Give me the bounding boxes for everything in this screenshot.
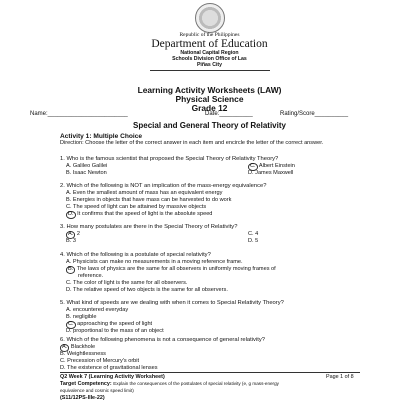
subject-title: Physical Science (175, 94, 244, 104)
answer-circle-icon: C. (68, 321, 74, 327)
q1-option-c[interactable]: C. Albert Einstein (250, 163, 295, 169)
footer-divider (60, 372, 360, 373)
q3-option-d[interactable]: D. 5 (248, 238, 259, 244)
q3-option-c[interactable]: C. 4 (248, 231, 259, 237)
answer-circle-icon: A. (62, 344, 68, 350)
header-divider (150, 70, 270, 71)
q4-option-d[interactable]: D. The relative speed of two objects is the same for all observers. (66, 287, 228, 293)
city-label: Piñas City (196, 62, 223, 68)
competency-label: Target Competency: (60, 381, 112, 387)
q2-option-a[interactable]: A. Even the smallest amount of mass has an equivalent energy (66, 190, 223, 196)
date-field[interactable]: Date:__________ (205, 111, 253, 117)
grade-title: Grade 12 (191, 103, 228, 113)
footer-page: Page 1 of 8 (326, 374, 354, 380)
q2-option-c[interactable]: C. The speed of light can be attained by massive objects (66, 204, 207, 210)
q6-option-c[interactable]: C. Precession of Mercury's orbit (60, 358, 140, 364)
deped-seal-icon (195, 3, 225, 33)
q1-option-b[interactable]: B. Isaac Newton (66, 170, 107, 176)
rating-field[interactable]: Rating/Score__________ (280, 111, 349, 117)
q3-option-b[interactable]: B. 3 (66, 238, 76, 244)
question-3: 3. How many postulates are there in the Special Theory of Relativity? (60, 224, 238, 230)
answer-circle-icon: D. (68, 211, 74, 217)
lesson-title: Special and General Theory of Relativity (133, 121, 286, 130)
footer-week: Q2 Week 7 (Learning Activity Worksheet) (60, 374, 165, 380)
department-title: Department of Education (151, 38, 268, 50)
question-5: 5. What kind of speeds are we dealing with when it comes to Special Relativity Theory? (60, 300, 284, 306)
q4-option-c[interactable]: C. The color of light is the same for all observers. (66, 280, 188, 286)
q5-option-c[interactable]: C. approaching the speed of light (68, 321, 153, 327)
division-label: Schools Division Office of Las (172, 56, 247, 62)
q5-option-a[interactable]: A. encountered everyday (66, 307, 129, 313)
answer-circle-icon: A. (68, 231, 74, 237)
activity-heading: Activity 1: Multiple Choice (60, 133, 143, 140)
answer-circle-icon: B. (68, 266, 74, 272)
q6-option-d[interactable]: D. The existence of gravitational lenses (60, 365, 158, 371)
footer-competency (60, 381, 360, 387)
question-2: 2. Which of the following is NOT an implication of the mass-energy equivalence? (60, 183, 267, 189)
answer-circle-icon: C. (250, 163, 256, 169)
worksheet-title: Learning Activity Worksheets (LAW) (137, 85, 282, 95)
q4-option-b[interactable]: B. The laws of physics are the same for all observers in uniformly moving frames of (68, 266, 276, 272)
q2-option-d[interactable]: D. It confirms that the speed of light is the absolute speed (68, 211, 213, 217)
q6-option-a[interactable]: A. Blackhole (62, 344, 96, 350)
q3-option-a[interactable]: A. 2 (68, 231, 80, 237)
name-field[interactable]: Name:________________________ (30, 111, 128, 117)
q2-option-b[interactable]: B. Energies in objects that have mass can be harvested to do work (66, 197, 232, 203)
q1-option-d[interactable]: D. James Maxwell (248, 170, 294, 176)
question-4: 4. Which of the following is a postulate of special relativity? (60, 252, 211, 258)
directions-text: Direction: Choose the letter of the correct answer in each item and encircle the letter of the correct answer. (60, 140, 324, 146)
competency-text: Explain the consequences of the postulates of special relativity (e, g mass-energy (113, 381, 279, 386)
q1-option-a[interactable]: A. Galileo Galilei (66, 163, 108, 169)
republic-label: Republic of the Philippines (179, 32, 240, 38)
q6-option-b[interactable]: B. Weightlessness (60, 351, 106, 357)
q4-option-a[interactable]: A. Physicists can make no measurements in a moving reference frame. (66, 259, 243, 265)
q5-option-d[interactable]: D. proportional to the mass of an object (66, 328, 164, 334)
question-6: 6. Which of the following phenomena is not a consequence of general relativity? (60, 337, 265, 343)
question-1: 1. Who is the famous scientist that proposed the Special Theory of Relativity Theory? (60, 156, 279, 162)
region-label: National Capital Region (180, 50, 239, 56)
q5-option-b[interactable]: B. negligible (66, 314, 97, 320)
footer-competency-cont: equivalence and cosmic speed limit) (60, 388, 134, 393)
q4-option-b-cont: reference. (78, 273, 104, 279)
footer-code: (S11/12PS-IIIe-22) (60, 395, 105, 401)
